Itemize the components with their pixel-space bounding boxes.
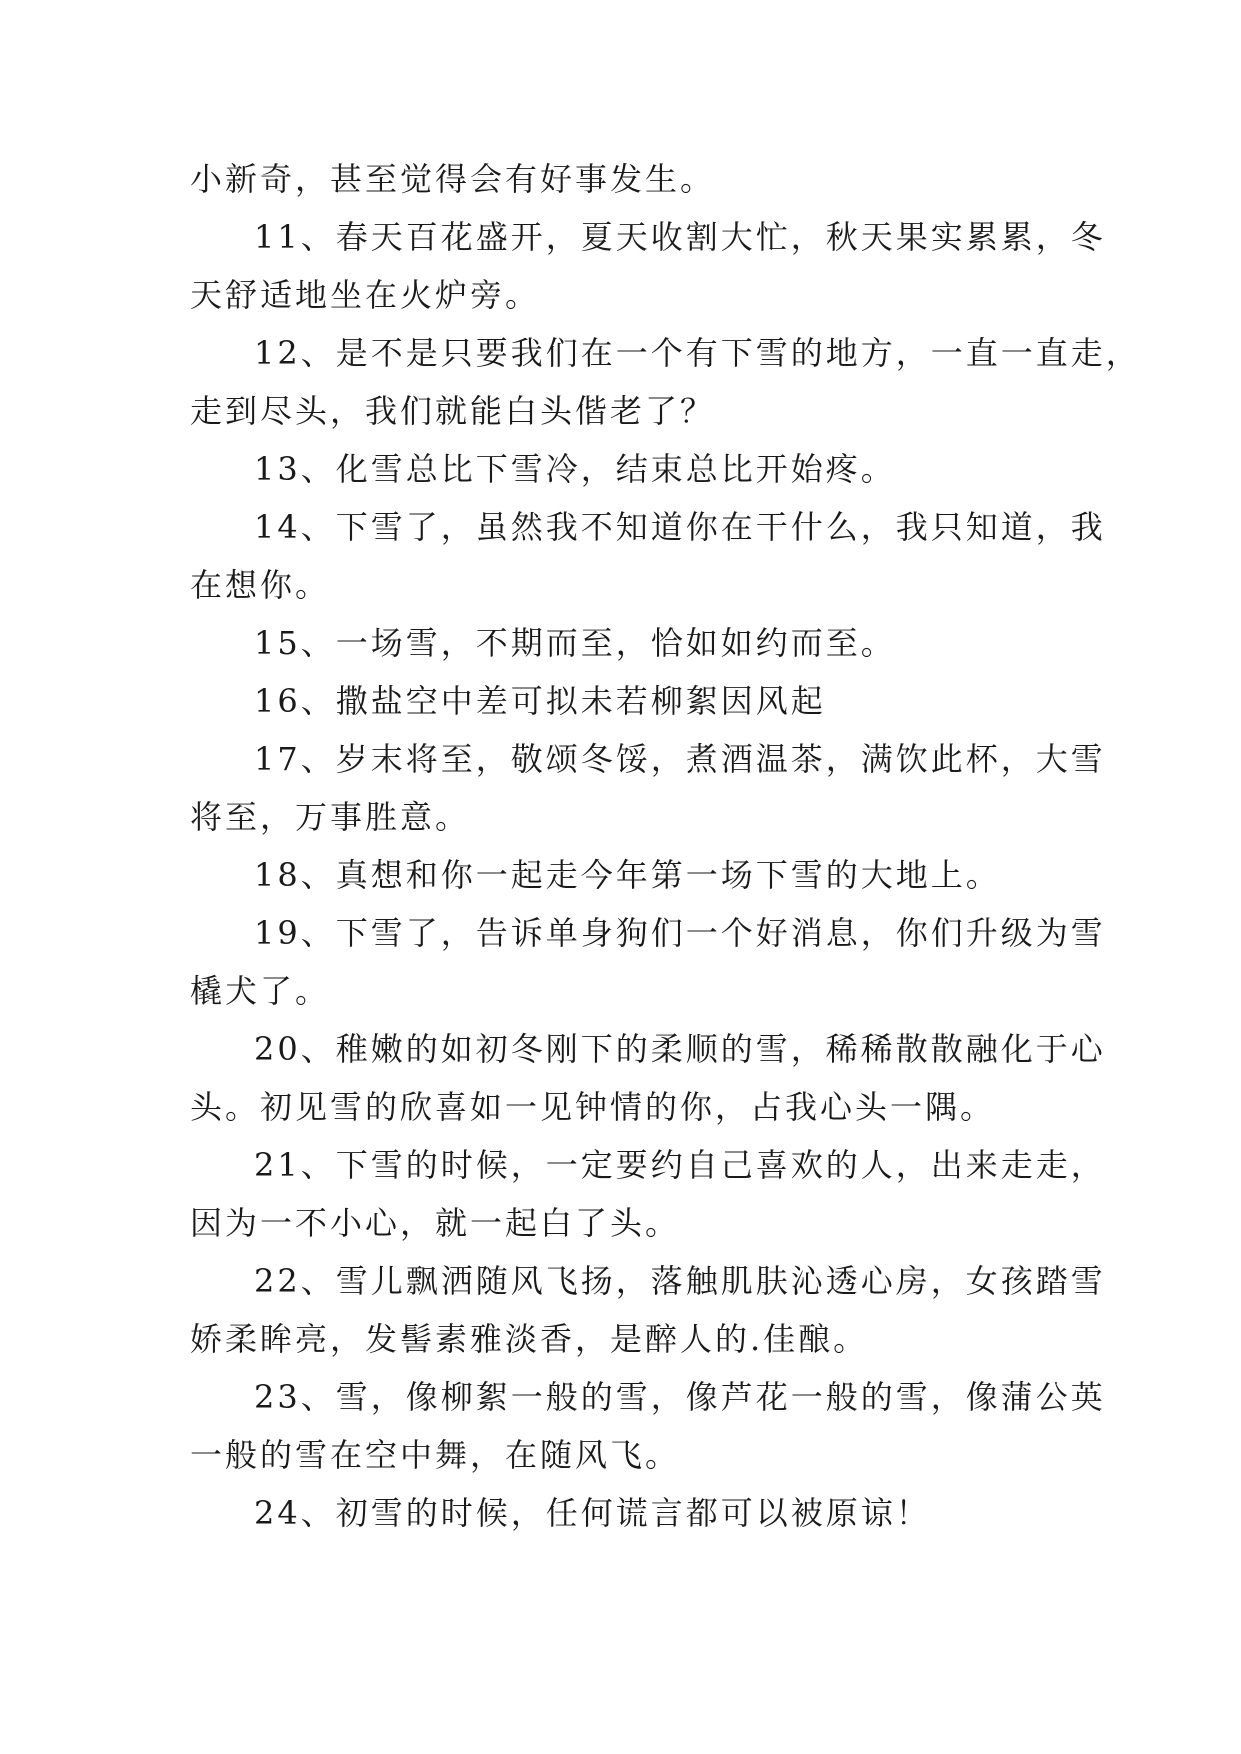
- paragraph: [190, 672, 1050, 730]
- text-line: 因为一不小心，就一起白了头。: [190, 1204, 681, 1242]
- text-line: 头。初见雪的欣喜如一见钟情的你，占我心头一隅。: [190, 1088, 996, 1126]
- text-line: 小新奇，甚至觉得会有好事发生。: [190, 160, 716, 198]
- paragraph: [190, 730, 1106, 846]
- document-body: [190, 150, 1141, 1542]
- text-line: 12、是不是只要我们在一个有下雪的地方，一直一直走，: [254, 334, 1141, 372]
- paragraph: [190, 846, 1050, 904]
- text-line: 20、稚嫩的如初冬刚下的柔顺的雪，稀稀散散融化于心: [254, 1030, 1106, 1068]
- paragraph: [190, 498, 1106, 614]
- text-line: 24、初雪的时候，任何谎言都可以被原谅！: [254, 1494, 931, 1532]
- text-line: 一般的雪在空中舞，在随风飞。: [190, 1436, 681, 1474]
- text-line: 21、下雪的时候，一定要约自己喜欢的人，出来走走，: [254, 1146, 1106, 1184]
- text-line: 19、下雪了，告诉单身狗们一个好消息，你们升级为雪: [254, 914, 1106, 952]
- text-line: 13、化雪总比下雪冷，结束总比开始疼。: [254, 450, 896, 488]
- text-line: 15、一场雪，不期而至，恰如如约而至。: [254, 624, 896, 662]
- paragraph: [190, 904, 1106, 1020]
- paragraph: [190, 208, 1106, 324]
- text-line: 走到尽头，我们就能白头偕老了？: [190, 392, 716, 430]
- paragraph: [190, 324, 1141, 440]
- paragraph: [190, 1484, 1050, 1542]
- text-line: 11、春天百花盛开，夏天收割大忙，秋天果实累累，冬: [254, 218, 1106, 256]
- text-line: 17、岁末将至，敬颂冬馁，煮酒温茶，满饮此杯，大雪: [254, 740, 1106, 778]
- text-line: 橇犬了。: [190, 972, 331, 1010]
- paragraph: [190, 1020, 1106, 1136]
- text-line: 将至，万事胜意。: [190, 798, 471, 836]
- paragraph: [190, 1368, 1106, 1484]
- text-line: 18、真想和你一起走今年第一场下雪的大地上。: [254, 856, 1001, 894]
- paragraph: [190, 150, 1050, 208]
- text-line: 16、撒盐空中差可拟未若柳絮因风起: [254, 682, 826, 720]
- paragraph: [190, 614, 1050, 672]
- text-line: 23、雪，像柳絮一般的雪，像芦花一般的雪，像蒲公英: [254, 1378, 1106, 1416]
- paragraph: [190, 1252, 1106, 1368]
- paragraph: [190, 440, 1050, 498]
- text-line: 娇柔眸亮，发髻素雅淡香，是醉人的.佳酿。: [190, 1320, 869, 1358]
- text-line: 天舒适地坐在火炉旁。: [190, 276, 541, 314]
- text-line: 14、下雪了，虽然我不知道你在干什么，我只知道，我: [254, 508, 1106, 546]
- paragraph: [190, 1136, 1106, 1252]
- text-line: 在想你。: [190, 566, 331, 604]
- text-line: 22、雪儿飘洒随风飞扬，落触肌肤沁透心房，女孩踏雪: [254, 1262, 1106, 1300]
